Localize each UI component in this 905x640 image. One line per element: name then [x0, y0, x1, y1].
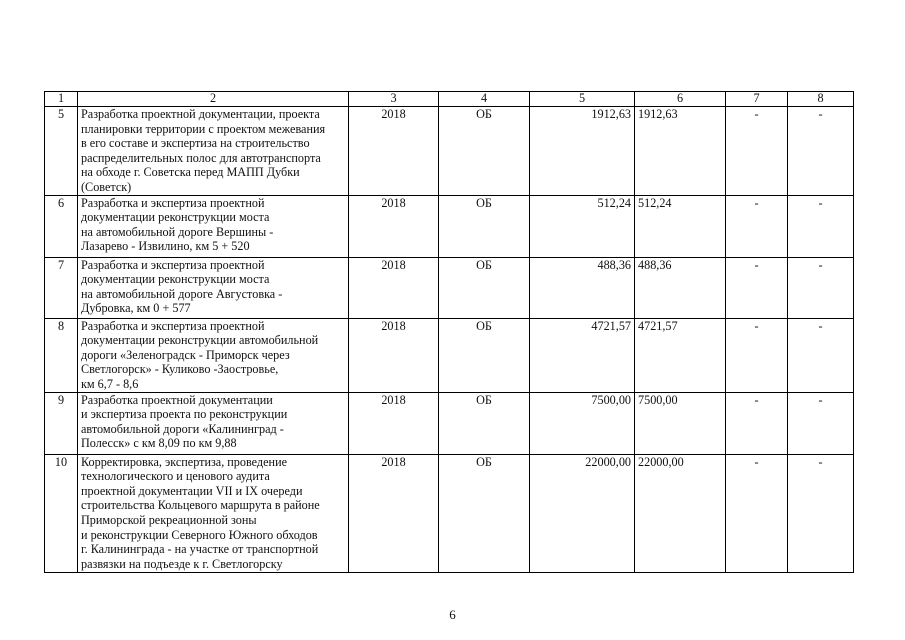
table-row: [45, 257, 854, 318]
column-header-8: 8: [788, 92, 854, 107]
column-header-6: 6: [635, 92, 726, 107]
description-line: Корректировка, экспертиза, проведение: [81, 454, 287, 469]
amount-year-cell: 7500,00: [635, 392, 726, 454]
table-row: [45, 318, 854, 392]
funding-source-cell: ОБ: [439, 195, 530, 257]
amount-total-cell: 512,24: [530, 195, 635, 257]
table-row: [45, 454, 854, 572]
amount-total-cell: 22000,00: [530, 454, 635, 572]
funding-source-cell: ОБ: [439, 257, 530, 318]
description-line: распределительных полос для автотранспорта: [81, 150, 321, 165]
budget-table: [44, 91, 854, 573]
funding-source-cell: ОБ: [439, 454, 530, 572]
description-line: г. Калининграда - на участке от транспортной: [81, 542, 319, 557]
column-header-5: 5: [530, 92, 635, 107]
description-line: и реконструкции Северного Южного обходов: [81, 527, 318, 542]
column-7-cell: -: [726, 318, 788, 392]
description-line: Разработка и экспертиза проектной: [81, 257, 265, 272]
amount-year-cell: 4721,57: [635, 318, 726, 392]
row-number: 9: [45, 392, 78, 454]
work-description: [78, 107, 349, 196]
description-line: Приморской рекреационной зоны: [81, 512, 257, 527]
row-number: 7: [45, 257, 78, 318]
description-line: Полесск» с км 8,09 по км 9,88: [81, 436, 237, 451]
funding-source-cell: ОБ: [439, 392, 530, 454]
page-number: 6: [449, 607, 456, 622]
row-number: 8: [45, 318, 78, 392]
work-description: [78, 454, 349, 572]
year-cell: 2018: [349, 454, 439, 572]
column-header-1: 1: [45, 92, 78, 107]
amount-total-cell: 7500,00: [530, 392, 635, 454]
description-line: (Советск): [81, 179, 132, 194]
description-line: планировки территории с проектом межевания: [81, 121, 326, 136]
description-line: на обходе г. Советска перед МАПП Дубки: [81, 165, 300, 180]
year-cell: 2018: [349, 107, 439, 196]
work-description: [78, 392, 349, 454]
description-line: на автомобильной дороге Вершины -: [81, 224, 274, 239]
funding-source-cell: ОБ: [439, 318, 530, 392]
amount-year-cell: 22000,00: [635, 454, 726, 572]
description-line: Разработка и экспертиза проектной: [81, 318, 265, 333]
amount-total-cell: 4721,57: [530, 318, 635, 392]
row-number: 10: [45, 454, 78, 572]
funding-source-cell: ОБ: [439, 107, 530, 196]
amount-year-cell: 512,24: [635, 195, 726, 257]
column-8-cell: -: [788, 318, 854, 392]
description-line: Разработка проектной документации, проекта: [81, 107, 320, 121]
work-description: [78, 318, 349, 392]
column-7-cell: -: [726, 107, 788, 196]
column-header-4: 4: [439, 92, 530, 107]
column-7-cell: -: [726, 195, 788, 257]
table-row: [45, 195, 854, 257]
description-line: Светлогорск» - Куликово -Заостровье,: [81, 362, 279, 377]
row-number: 5: [45, 107, 78, 196]
column-8-cell: -: [788, 392, 854, 454]
column-header-2: 2: [78, 92, 349, 107]
description-line: Разработка проектной документации: [81, 392, 273, 407]
column-header-7: 7: [726, 92, 788, 107]
table-row: [45, 107, 854, 196]
amount-year-cell: 488,36: [635, 257, 726, 318]
year-cell: 2018: [349, 392, 439, 454]
description-line: документации реконструкции моста: [81, 210, 270, 225]
description-line: технологического и ценового аудита: [81, 469, 270, 484]
year-cell: 2018: [349, 257, 439, 318]
description-line: в его составе и экспертиза на строительство: [81, 136, 310, 151]
description-line: документации реконструкции автомобильной: [81, 333, 319, 348]
description-line: строительства Кольцевого маршрута в районе: [81, 498, 320, 513]
description-line: проектной документации VII и IX очереди: [81, 483, 303, 498]
column-8-cell: -: [788, 454, 854, 572]
amount-year-cell: 1912,63: [635, 107, 726, 196]
work-description: [78, 195, 349, 257]
column-header-3: 3: [349, 92, 439, 107]
column-7-cell: -: [726, 454, 788, 572]
amount-total-cell: 488,36: [530, 257, 635, 318]
work-description: [78, 257, 349, 318]
description-line: дороги «Зеленоградск - Приморск через: [81, 347, 290, 362]
column-7-cell: -: [726, 392, 788, 454]
row-number: 6: [45, 195, 78, 257]
year-cell: 2018: [349, 195, 439, 257]
description-line: документации реконструкции моста: [81, 272, 270, 287]
description-line: и экспертиза проекта по реконструкции: [81, 407, 288, 422]
description-line: Лазарево - Извилино, км 5 + 520: [81, 239, 250, 254]
column-8-cell: -: [788, 107, 854, 196]
description-line: на автомобильной дороге Августовка -: [81, 286, 283, 301]
description-line: Разработка и экспертиза проектной: [81, 195, 265, 210]
description-line: развязки на подъезде к г. Светлогорску: [81, 556, 283, 571]
amount-total-cell: 1912,63: [530, 107, 635, 196]
table-body: [45, 107, 854, 573]
description-line: автомобильной дороги «Калининград -: [81, 421, 284, 436]
description-line: км 6,7 - 8,6: [81, 376, 139, 391]
description-line: Дубровка, км 0 + 577: [81, 301, 191, 316]
column-8-cell: -: [788, 195, 854, 257]
header-row: [45, 92, 854, 107]
column-7-cell: -: [726, 257, 788, 318]
table-row: [45, 392, 854, 454]
year-cell: 2018: [349, 318, 439, 392]
column-8-cell: -: [788, 257, 854, 318]
